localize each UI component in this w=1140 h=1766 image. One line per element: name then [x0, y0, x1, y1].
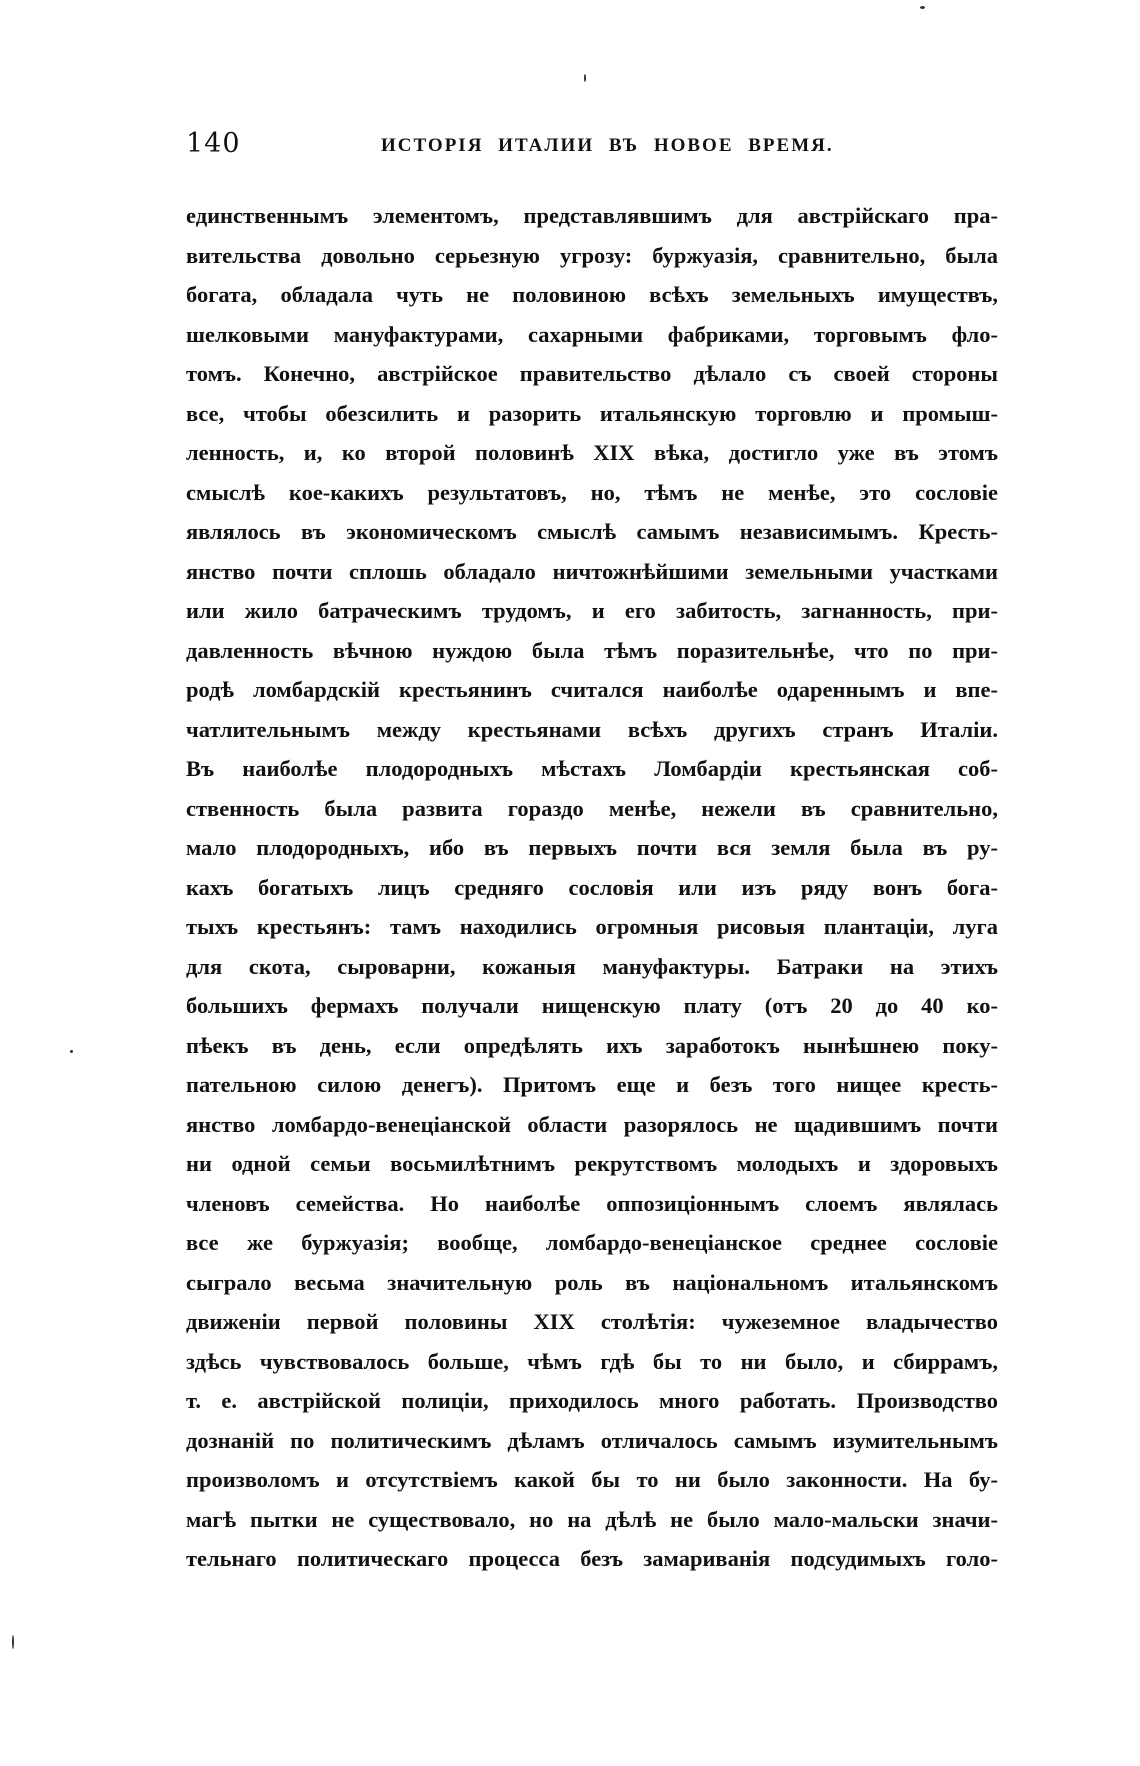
text-line: или жило батраческимъ трудомъ, и его забитость, загнанность, при- [186, 598, 998, 623]
text-line: Въ наиболѣе плодородныхъ мѣстахъ Ломбардіи крестьянская соб- [186, 756, 998, 781]
text-line: т. е. австрійской полиціи, приходилось много работать. Производство [186, 1388, 998, 1413]
text-line: вительства довольно серьезную угрозу: буржуазія, сравнительно, была [186, 242, 998, 268]
scan-speck [12, 1635, 14, 1649]
scan-speck [584, 74, 586, 82]
text-line: тельнаго политическаго процесса безъ замариванія подсудимыхъ голо- [186, 1546, 998, 1571]
text-line: большихъ фермахъ получали нищенскую плату (отъ 20 до 40 ко- [186, 993, 998, 1018]
text-line: мало плодородныхъ, ибо въ первыхъ почти вся земля была въ ру- [186, 835, 998, 860]
text-line: родѣ ломбардскій крестьянинъ считался наиболѣе одареннымъ и впе- [186, 677, 998, 702]
text-line: единственнымъ элементомъ, представлявшимъ для австрійскаго пра- [186, 203, 998, 228]
text-line: пательною силою денегъ). Притомъ еще и безъ того нищее кресть- [186, 1072, 998, 1097]
text-line: давленность вѣчною нуждою была тѣмъ поразительнѣе, что по при- [186, 637, 998, 663]
page-number: 140 [186, 128, 241, 159]
text-line: ленность, и, ко второй половинѣ XIX вѣка, достигло уже въ этомъ [186, 440, 998, 465]
body-text [186, 196, 998, 1579]
text-line: сыграло весьма значительную роль въ національномъ итальянскомъ [186, 1269, 998, 1295]
text-line: являлось въ экономическомъ смыслѣ самымъ независимымъ. Кресть- [186, 519, 998, 544]
text-line: ни одной семьи восьмилѣтнимъ рекрутствомъ молодыхъ и здоровыхъ [186, 1151, 998, 1176]
text-line: движеніи первой половины XIX столѣтія: чужеземное владычество [186, 1309, 998, 1334]
text-line: магѣ пытки не существовало, но на дѣлѣ не было мало-мальски значи- [186, 1506, 998, 1532]
text-line: шелковыми мануфактурами, сахарными фабриками, торговымъ фло- [186, 321, 998, 347]
text-line: янство почти сплошь обладало ничтожнѣйшими земельными участками [186, 558, 998, 584]
text-line: кахъ богатыхъ лицъ средняго сословія или изъ ряду вонъ бога- [186, 874, 998, 900]
text-line: членовъ семейства. Но наиболѣе оппозиціоннымъ слоемъ являлась [186, 1190, 998, 1216]
scan-speck [920, 6, 925, 9]
text-line: тыхъ крестьянъ: тамъ находились огромныя рисовыя плантаціи, луга [186, 914, 998, 939]
text-line: ственность была развита гораздо менѣе, нежели въ сравнительно, [186, 795, 998, 821]
text-line: здѣсь чувствовалось больше, чѣмъ гдѣ бы то ни было, и сбиррамъ, [186, 1348, 998, 1374]
text-line: все же буржуазія; вообще, ломбардо-венеціанское среднее сословіе [186, 1230, 998, 1255]
text-line: пѣекъ въ день, если опредѣлять ихъ заработокъ нынѣшнею поку- [186, 1032, 998, 1058]
text-line: дознаній по политическимъ дѣламъ отличалось самымъ изумительнымъ [186, 1427, 998, 1453]
text-line: чатлительнымъ между крестьянами всѣхъ другихъ странъ Италіи. [186, 716, 998, 742]
text-line: янство ломбардо-венеціанской области разорялось не щадившимъ почти [186, 1111, 998, 1137]
text-line: для скота, сыроварни, кожаныя мануфактуры. Батраки на этихъ [186, 953, 998, 979]
text-line: смыслѣ кое-какихъ результатовъ, но, тѣмъ не менѣе, это сословіе [186, 479, 998, 505]
text-line: все, чтобы обезсилить и разорить итальянскую торговлю и промыш- [186, 400, 998, 426]
page-header [186, 128, 996, 168]
text-line: богата, обладала чуть не половиною всѣхъ земельныхъ имуществъ, [186, 282, 998, 307]
scan-speck [70, 1050, 73, 1053]
text-line: томъ. Конечно, австрійское правительство дѣлало съ своей стороны [186, 361, 998, 386]
text-line: произволомъ и отсутствіемъ какой бы то ни было законности. На бу- [186, 1467, 998, 1492]
running-title: ИСТОРІЯ ИТАЛИИ ВЪ НОВОЕ ВРЕМЯ. [381, 135, 834, 156]
